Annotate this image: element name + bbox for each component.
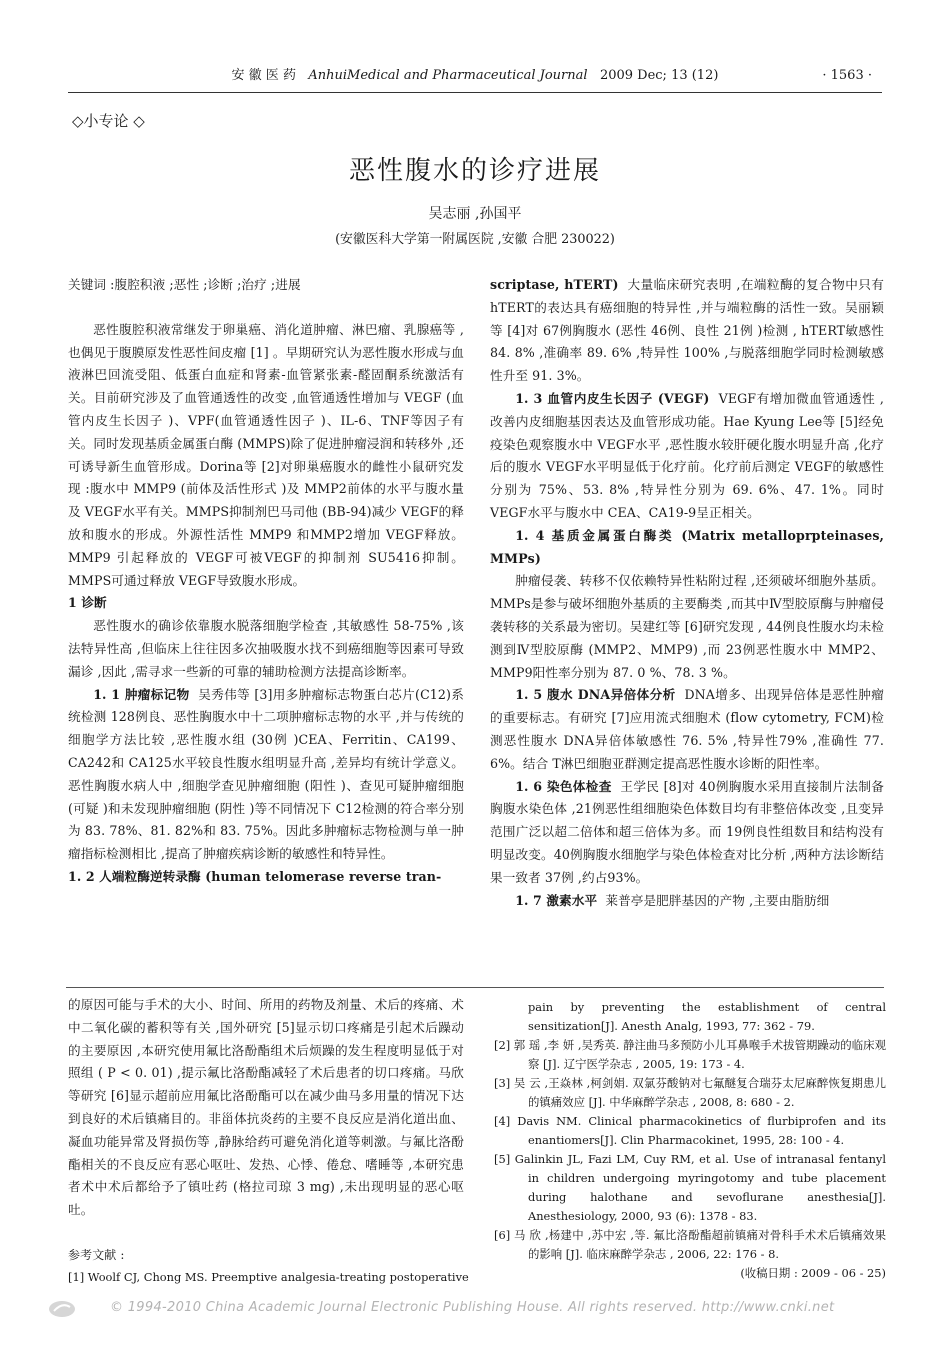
bottom-left-column xyxy=(68,994,464,1267)
header-center xyxy=(68,66,882,86)
section-1-1-body: 吴秀伟等 [3]用多肿瘤标志物蛋白芯片(C12)系统检测 128例良、恶性胸腹水中十二项肿瘤标志物的水平 ,并与传统的细胞学方法比较 ,恶性腹水组 (30例 )CEA、Ferritin、CA199、CA242和 CA125水平较良性腹水组明显升高 ,差异均有统计学意义。恶性胸腹水病人中 ,细胞学查见肿瘤细胞 (阳性 )、查见可疑肿瘤细胞 (可疑 )和未发现肿瘤细胞 (阴性 )等不同情况下 C12检测的符合率分别为 83. 78%、81. 82%和 83. 75%。因此多肿瘤标志物检测与单一肿瘤指标检测相比 ,提高了肿瘤疾病诊断的敏感性和特异性。 xyxy=(68,686,464,862)
reference-5: [5] Galinkin JL, Fazi LM, Cuy RM, et al. Use of intranasal fentanyl in children undergoing myringotomy and tube placement during halothane and sevoflurane anesthesia[J]. Anesthesiology, 2000, 93 (6): 1378 - 83. xyxy=(494,1152,886,1223)
reference-4: [4] Davis NM. Clinical pharmacokinetics of flurbiprofen and its enantiomers[J]. Clin Pharmacokinet, 1995, 28: 100 - 4. xyxy=(494,1114,886,1147)
page-footer xyxy=(28,1300,922,1326)
references-heading: 参考文献 : xyxy=(68,1247,125,1262)
section-1-2-heading-cont: scriptase, hTERT) xyxy=(490,277,619,292)
journal-name-en: AnhuiMedical and Pharmaceutical Journal xyxy=(308,68,588,83)
running-header xyxy=(68,66,882,93)
references-list xyxy=(494,998,886,1283)
section-1-4-heading: 1. 4 基质金属蛋白酶类 (Matrix metalloprpteinases, MMPs) xyxy=(490,527,884,566)
section-1-2-body: 大量临床研究表明 ,在端粒酶的复合物中只有 hTERT的表达具有癌细胞的特异性 ,并与端粒酶的活性一致。吴丽颖等 [4]对 67例胸腹水 (恶性 46例、良性 21例 )检测 , hTERT敏感性 84. 8% ,准确率 89. 6% ,特异性 100% ,与脱落细胞学同时检测敏感性升至 91. 3%。 xyxy=(490,277,884,384)
article-title: 恶性腹水的诊疗进展 xyxy=(348,156,601,186)
reference-1-text: [1] Woolf CJ, Chong MS. Preemptive analgesia-treating postoperative xyxy=(68,1270,469,1284)
reference-3: [3] 吴 云 ,王焱林 ,柯剑娟. 双氯芬酸钠对七氟醚复合瑞芬太尼麻醉恢复期患儿的镇痛效应 [J]. 中华麻醉学杂志 , 2008, 8: 680 - 2. xyxy=(494,1076,886,1109)
page-number: · 1563 · xyxy=(822,68,872,83)
keywords: 关键词 :腹腔积液 ;恶性 ;诊断 ;治疗 ;进展 xyxy=(68,277,301,292)
section-1-heading: 1 诊断 xyxy=(68,595,107,611)
section-1-body: 恶性腹水的确诊依靠腹水脱落细胞学检查 ,其敏感性 58-75% ,该法特异性高 ,但临床上往往因多次抽吸腹水找不到癌细胞等因素可导致漏诊 ,因此 ,需寻求一些新的可靠的辅助检测方法提高诊断率。 xyxy=(68,618,464,679)
section-1-5-heading: 1. 5 腹水 DNA异倍体分析 xyxy=(515,687,676,703)
previous-article-body: 的原因可能与手术的大小、时间、所用的药物及剂量、术后的疼痛、术中二氧化碳的蓄积等有关 ,国外研究 [5]显示切口疼痛是引起术后躁动的主要原因 ,本研究使用氟比洛酚酯组术后烦躁的发生程度明显低于对照组 ( P < 0. 01) ,提示氟比洛酚酯减轻了术后患者的切口疼痛。马欣等研究 [6]显示超前应用氟比洛酚酯可以在减少曲马多用量的情况下达到良好的术后镇痛目的。非甾体抗炎药的主要不良反应是消化道出血、凝血功能异常及肾损伤等 ,静脉给药可避免消化道等刺激。与氟比洛酚酯相关的不良反应有恶心呕吐、发热、心悸、倦怠、嗜睡等 ,本研究患者术中术后都给予了镇吐药 (格拉司琼 3 mg) ,未出现明显的恶心呕吐。 xyxy=(68,997,464,1218)
right-column xyxy=(490,274,884,912)
reference-1 xyxy=(68,1268,469,1287)
received-date: (收稿日期 : 2009 - 06 - 25) xyxy=(740,1266,886,1280)
journal-name-cn: 安 徽 医 药 xyxy=(231,68,296,83)
reference-6: [6] 马 欣 ,杨建中 ,苏中宏 ,等. 氟比洛酚酯超前镇痛对骨科手术术后镇痛效果的影响 [J]. 临床麻醉学杂志 , 2006, 22: 176 - 8. xyxy=(494,1228,886,1261)
section-1-6-body: 王学民 [8]对 40例胸腹水采用直接制片法制备胸腹水染色体 ,21例恶性组细胞染色体数目均有非整倍体改变 ,且变异范围广泛以超二倍体和超三倍体为多。而 19例良性组数目和结构没有明显改变。40例胸腹水细胞学与染色体检查对比分析 ,两种方法诊断结果一致者 37例 ,约占93%。 xyxy=(490,778,884,885)
copyright-text: © 1994-2010 China Academic Journal Electronic Publishing House. All rights reserved. http://www.cnki.net xyxy=(110,1300,835,1315)
section-1-3-body: VEGF有增加微血管通透性 ,改善内皮细胞基因表达及血管形成功能。Hae Kyung Lee等 [5]经免疫染色观察腹水中 VEGF水平 ,恶性腹水较肝硬化腹水明显升高 ,化疗后的腹水 VEGF水平明显低于化疗前。化疗前后测定 VEGF的敏感性分别为 75%、53. 8% ,特异性分别为 69. 6%、47. 1%。同时 VEGF水平与腹水中 CEA、CA19-9呈正相关。 xyxy=(490,390,884,520)
section-1-2-heading: 1. 2 人端粒酶逆转录酶 (human telomerase reverse tran- xyxy=(68,868,442,884)
section-1-4-body: 肿瘤侵袭、转移不仅依赖特异性粘附过程 ,还须破坏细胞外基质。MMPs是参与破坏细胞外基质的主要酶类 ,而其中Ⅳ型胶原酶与肿瘤侵袭转移的关系最为密切。吴建红等 [6]研究发现 , 44例良性腹水均未检测到Ⅳ型胶原酶 (MMP2、MMP9) ,而 23例恶性腹水中 MMP2、MMP9阳性率分别为 87. 0 %、78. 3 %。 xyxy=(490,573,884,680)
article-affiliation: (安徽医科大学第一附属医院 ,安徽 合肥 230022) xyxy=(335,232,615,247)
section-1-1-heading: 1. 1 肿瘤标记物 xyxy=(93,686,190,702)
section-1-6-heading: 1. 6 染色体检查 xyxy=(515,778,612,794)
section-divider xyxy=(66,987,884,988)
left-column xyxy=(68,274,464,889)
article-authors: 吴志丽 ,孙国平 xyxy=(428,206,522,222)
intro-paragraph: 恶性腹腔积液常继发于卵巢癌、消化道肿瘤、淋巴瘤、乳腺癌等 ,也偶见于腹膜原发性恶性间皮瘤 [1] 。早期研究认为恶性腹水形成与血液淋巴回流受阻、低蛋白血症和肾素-血管紧张素-醛固酮系统激活有关。目前研究涉及了血管通透性的改变 ,血管通透性增加与 VEGF (血管内皮生长因子 )、VPF(血管通透性因子 )、IL-6、TNF等因子有关。同时发现基质金属蛋白酶 (MMPS)除了促进肿瘤浸润和转移外 ,还可诱导新生血管形成。Dorina等 [2]对卵巢癌腹水的雌性小鼠研究发现 :腹水中 MMP9 (前体及活性形式 )及 MMP2前体的水平与腹水量及 VEGF水平有关。MMPS抑制剂巴马司他 (BB-94)减少 VEGF的释放和腹水的形成。外源性活性 MMP9 和MMP2增加 VEGF释放。MMP9 引起释放的 VEGF可被VEGF的抑制剂 SU5416抑制。MMPS可通过释放 VEGF导致腹水形成。 xyxy=(68,321,464,588)
journal-issue: 2009 Dec; 13 (12) xyxy=(599,68,719,83)
section-1-7-body: 莱普亭是肥胖基因的产物 ,主要由脂肪细 xyxy=(605,892,830,908)
column-label: ◇小专论 ◇ xyxy=(72,112,145,130)
reference-1-cont: pain by preventing the establishment of central sensitization[J]. Anesth Analg, 1993, 77: 362 - 79. xyxy=(528,1000,886,1033)
reference-2: [2] 郭 瑶 ,李 妍 ,吴秀英. 静注曲马多预防小儿耳鼻喉手术拔管期躁动的临床观察 [J]. 辽宁医学杂志 , 2005, 19: 173 - 4. xyxy=(494,1038,886,1071)
section-1-5-body: DNA增多、出现异倍体是恶性肿瘤的重要标志。有研究 [7]应用流式细胞术 (flow cytometry, FCM)检测恶性腹水 DNA异倍体敏感性 76. 5% ,特异性79% ,准确性 77. 6%。结合 T淋巴细胞亚群测定提高恶性腹水诊断的阳性率。 xyxy=(490,687,884,771)
section-1-7-heading: 1. 7 激素水平 xyxy=(515,892,598,908)
section-1-3-heading: 1. 3 血管内皮生长因子 (VEGF) xyxy=(515,390,710,406)
cnki-logo-icon xyxy=(48,1300,76,1318)
